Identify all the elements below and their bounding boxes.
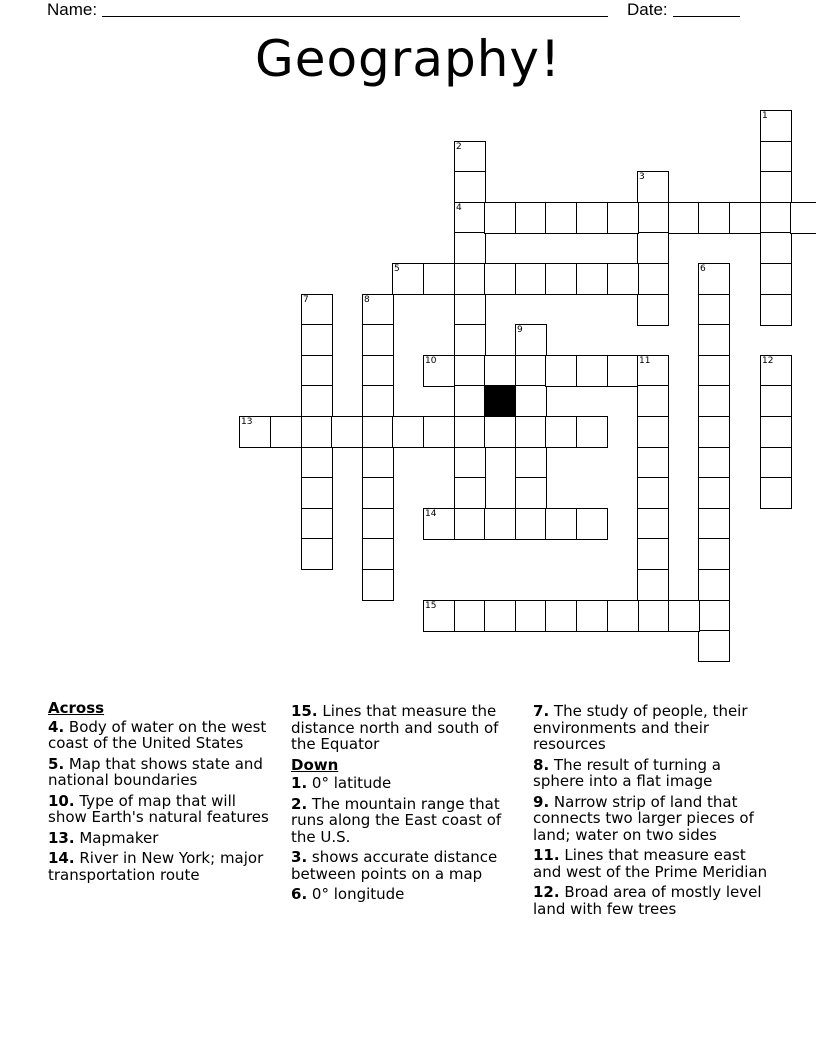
grid-cell[interactable] (545, 355, 577, 387)
grid-cell[interactable] (576, 508, 608, 540)
clues-column-1 (48, 700, 270, 887)
grid-cell[interactable] (301, 385, 333, 417)
grid-cell[interactable] (637, 202, 669, 234)
clue-across-13: 13. Mapmaker (48, 828, 159, 847)
grid-cell[interactable] (760, 141, 792, 173)
grid-cell[interactable] (576, 355, 608, 387)
clue-across-14: 14. River in New York; major transportation route (48, 849, 264, 884)
grid-cell[interactable] (637, 416, 669, 448)
clue-across-15: 15. Lines that measure the distance north and south of the Equator (291, 702, 499, 753)
cell-number: 6 (700, 264, 706, 274)
grid-cell[interactable] (637, 171, 669, 203)
grid-cell[interactable] (484, 508, 516, 540)
grid-cell[interactable] (545, 263, 577, 295)
grid-cell[interactable] (454, 600, 486, 632)
clue-across-10: 10. Type of map that will show Earth's natural features (48, 791, 269, 826)
grid-cell[interactable] (545, 508, 577, 540)
grid-cell[interactable] (362, 416, 394, 448)
cell-number: 8 (364, 295, 370, 305)
grid-cell[interactable] (301, 477, 333, 509)
grid-cell[interactable] (331, 416, 363, 448)
grid-cell[interactable] (484, 416, 516, 448)
grid-cell[interactable] (454, 171, 486, 203)
grid-cell[interactable] (515, 355, 547, 387)
grid-cell[interactable] (301, 324, 333, 356)
grid-cell[interactable] (362, 294, 394, 326)
grid-cell[interactable] (698, 447, 730, 479)
grid-cell[interactable] (637, 508, 669, 540)
grid-cell[interactable] (454, 202, 486, 234)
grid-cell[interactable] (362, 538, 394, 570)
across-heading: Across (48, 699, 105, 717)
grid-cell[interactable] (607, 600, 639, 632)
grid-cell[interactable] (454, 294, 486, 326)
page-title: Geography! (254, 30, 562, 88)
grid-cell[interactable] (698, 263, 730, 295)
grid-cell[interactable] (515, 600, 547, 632)
cell-number: 3 (639, 172, 645, 182)
grid-cell[interactable] (760, 477, 792, 509)
grid-cell[interactable] (637, 447, 669, 479)
clue-down-7: 7. The study of people, their environments and their resources (533, 702, 748, 753)
grid-cell[interactable] (362, 569, 394, 601)
grid-cell[interactable] (637, 569, 669, 601)
grid-cell[interactable] (698, 569, 730, 601)
grid-cell[interactable] (239, 416, 271, 448)
grid-cell[interactable] (484, 355, 516, 387)
cell-number: 15 (425, 601, 437, 611)
grid-cell[interactable] (760, 110, 792, 142)
cell-number: 13 (241, 417, 253, 427)
grid-cell[interactable] (668, 202, 700, 234)
grid-cell[interactable] (607, 263, 639, 295)
grid-cell[interactable] (301, 355, 333, 387)
grid-cell[interactable] (484, 202, 516, 234)
clue-across-5: 5. Map that shows state and national boundaries (48, 754, 263, 789)
grid-cell[interactable] (698, 324, 730, 356)
grid-cell[interactable] (515, 202, 547, 234)
grid-cell[interactable] (454, 141, 486, 173)
grid-cell[interactable] (637, 477, 669, 509)
cell-number: 11 (639, 356, 651, 366)
grid-cell[interactable] (392, 416, 424, 448)
grid-cell[interactable] (698, 508, 730, 540)
cell-number: 9 (517, 325, 523, 335)
cell-number: 12 (762, 356, 774, 366)
grid-cell[interactable] (484, 263, 516, 295)
grid-cell[interactable] (454, 263, 486, 295)
grid-cell[interactable] (423, 508, 455, 540)
grid-cell[interactable] (637, 232, 669, 264)
grid-cell[interactable] (698, 600, 730, 632)
grid-cell[interactable] (760, 447, 792, 479)
grid-cell[interactable] (760, 416, 792, 448)
clue-across-4: 4. Body of water on the west coast of the United States (48, 717, 267, 752)
cell-number: 4 (456, 203, 462, 213)
cell-number: 5 (394, 264, 400, 274)
grid-cell[interactable] (760, 171, 792, 203)
grid-cell[interactable] (270, 416, 302, 448)
grid-cell[interactable] (423, 263, 455, 295)
grid-cell[interactable] (607, 355, 639, 387)
grid-cell[interactable] (576, 600, 608, 632)
grid-cell[interactable] (454, 355, 486, 387)
grid-cell[interactable] (790, 202, 816, 234)
grid-cell[interactable] (362, 324, 394, 356)
grid-cell[interactable] (454, 416, 486, 448)
grid-cell[interactable] (698, 477, 730, 509)
grid-cell[interactable] (423, 600, 455, 632)
grid-cell[interactable] (760, 263, 792, 295)
grid-cell[interactable] (515, 263, 547, 295)
cell-number: 7 (303, 295, 309, 305)
grid-cell[interactable] (576, 263, 608, 295)
grid-cell[interactable] (637, 538, 669, 570)
grid-cell[interactable] (545, 600, 577, 632)
grid-cell[interactable] (637, 600, 669, 632)
grid-cell[interactable] (760, 355, 792, 387)
grid-cell[interactable] (362, 508, 394, 540)
clue-down-2: 2. The mountain range that runs along the East coast of the U.S. (291, 794, 502, 846)
grid-cell[interactable] (698, 416, 730, 448)
black-cell (484, 385, 516, 417)
grid-cell[interactable] (454, 385, 486, 417)
grid-cell[interactable] (637, 355, 669, 387)
clue-down-8: 8. The result of turning a sphere into a flat image (533, 755, 721, 790)
clue-down-9: 9. Narrow strip of land that connects two larger pieces of land; water on two sides (533, 792, 754, 844)
grid-cell[interactable] (545, 202, 577, 234)
grid-cell[interactable] (301, 447, 333, 479)
cell-number: 1 (762, 111, 768, 121)
grid-cell[interactable] (760, 294, 792, 326)
grid-cell[interactable] (423, 416, 455, 448)
grid-cell[interactable] (454, 477, 486, 509)
clue-down-3: 3. shows accurate distance between points on a map (291, 848, 498, 883)
grid-cell[interactable] (454, 232, 486, 264)
grid-cell[interactable] (760, 232, 792, 264)
grid-cell[interactable] (576, 202, 608, 234)
grid-cell[interactable] (698, 294, 730, 326)
clue-down-12: 12. Broad area of mostly level land with few trees (533, 883, 762, 918)
grid-cell[interactable] (454, 508, 486, 540)
clues-column-2 (291, 703, 519, 907)
grid-cell[interactable] (515, 385, 547, 417)
grid-cell[interactable] (362, 447, 394, 479)
down-heading: Down (291, 755, 339, 774)
grid-cell[interactable] (301, 508, 333, 540)
cell-number: 14 (425, 509, 437, 519)
grid-cell[interactable] (515, 477, 547, 509)
grid-cell[interactable] (637, 385, 669, 417)
date-label: Date: (627, 0, 668, 19)
grid-cell[interactable] (607, 202, 639, 234)
grid-cell[interactable] (698, 385, 730, 417)
grid-cell[interactable] (454, 324, 486, 356)
name-label: Name: (47, 0, 98, 19)
grid-cell[interactable] (698, 202, 730, 234)
grid-cell[interactable] (698, 355, 730, 387)
grid-cell[interactable] (515, 508, 547, 540)
grid-cell[interactable] (301, 416, 333, 448)
grid-cell[interactable] (668, 600, 700, 632)
clue-down-6: 6. 0° longitude (291, 885, 405, 903)
grid-cell[interactable] (576, 416, 608, 448)
clue-down-1: 1. 0° latitude (291, 774, 392, 792)
grid-cell[interactable] (301, 294, 333, 326)
grid-cell[interactable] (760, 202, 792, 234)
grid-cell[interactable] (392, 263, 424, 295)
grid-cell[interactable] (637, 263, 669, 295)
grid-cell[interactable] (362, 385, 394, 417)
grid-cell[interactable] (515, 447, 547, 479)
clue-down-11: 11. Lines that measure east and west of the Prime Meridian (533, 846, 768, 881)
grid-cell[interactable] (484, 600, 516, 632)
grid-cell[interactable] (637, 294, 669, 326)
grid-cell[interactable] (515, 416, 547, 448)
grid-cell[interactable] (454, 447, 486, 479)
cell-number: 2 (456, 142, 462, 152)
grid-cell[interactable] (362, 355, 394, 387)
grid-cell[interactable] (545, 416, 577, 448)
grid-cell[interactable] (729, 202, 761, 234)
grid-cell[interactable] (515, 324, 547, 356)
grid-cell[interactable] (362, 477, 394, 509)
grid-cell[interactable] (301, 538, 333, 570)
grid-cell[interactable] (423, 355, 455, 387)
grid-cell[interactable] (698, 538, 730, 570)
clues-column-3 (533, 703, 769, 921)
cell-number: 10 (425, 356, 437, 366)
grid-cell[interactable] (760, 385, 792, 417)
grid-cell[interactable] (698, 630, 730, 662)
